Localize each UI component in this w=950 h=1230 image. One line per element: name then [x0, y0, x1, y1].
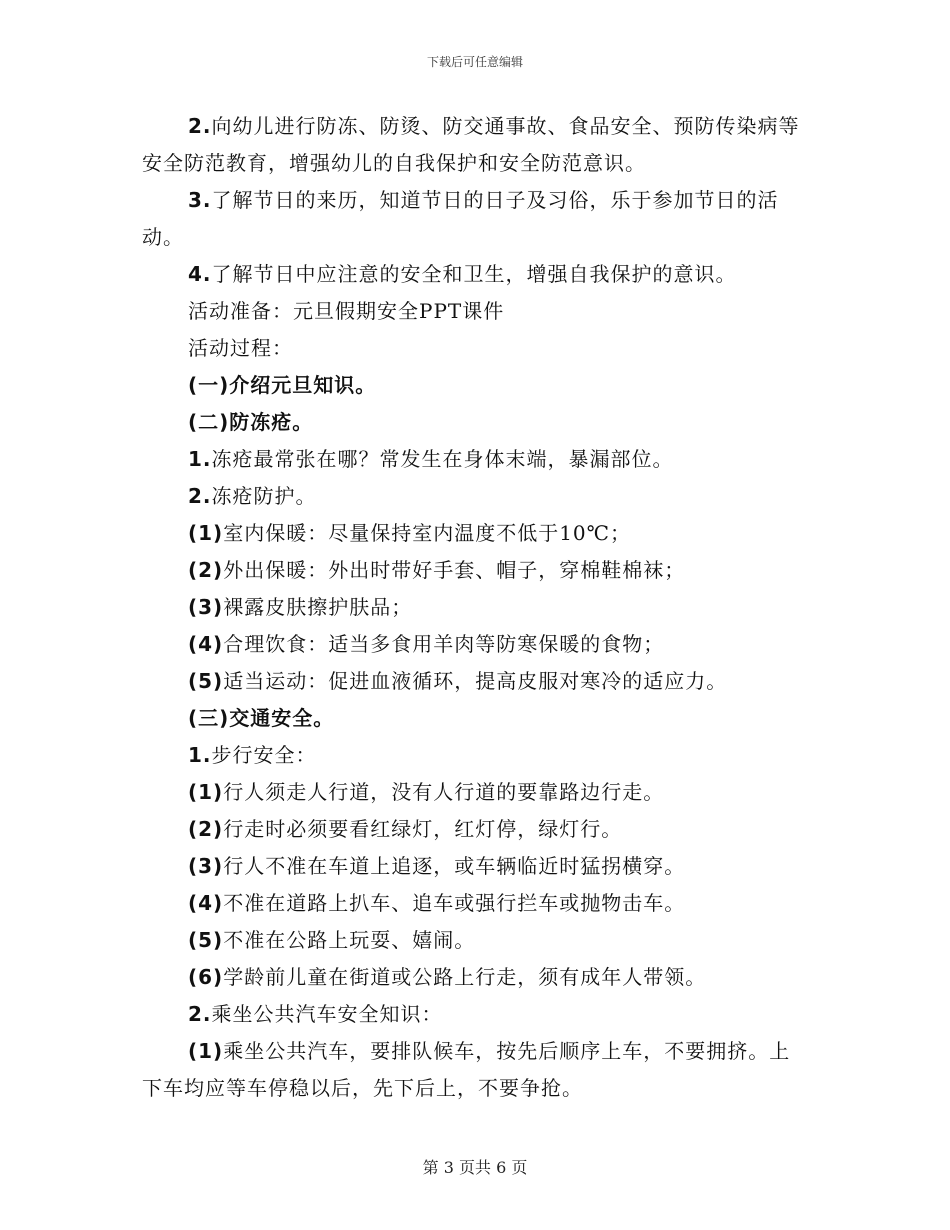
paragraph-text: 冻疮最常张在哪？常发生在身体末端，暴漏部位。 — [211, 447, 674, 471]
paragraph — [142, 663, 810, 700]
paragraph-text: 合理饮食：适当多食用羊肉等防寒保暖的食物； — [223, 632, 665, 656]
paragraph-text: 乘坐公共汽车安全知识： — [211, 1002, 443, 1026]
item-number: 2. — [188, 484, 212, 508]
item-number: (2) — [188, 817, 224, 841]
paragraph — [142, 441, 810, 478]
paragraph-text: 了解节日的来历，知道节日的日子及习俗，乐于参加节日的活动。 — [142, 188, 779, 249]
paragraph-text: 行人不准在车道上追逐，或车辆临近时猛拐横穿。 — [223, 854, 686, 878]
paragraph — [142, 182, 810, 256]
page-header: 下载后可任意编辑 — [426, 55, 523, 69]
paragraph — [142, 996, 810, 1033]
paragraph-text: 冻疮防护。 — [211, 484, 317, 508]
item-number: (4) — [188, 632, 224, 656]
item-number: 2. — [188, 1002, 212, 1026]
item-number: (2) — [188, 558, 224, 582]
paragraph-text: 不准在公路上玩耍、嬉闹。 — [223, 928, 476, 952]
section-heading — [142, 367, 810, 404]
heading-text: (三)交通安全。 — [188, 706, 335, 730]
paragraph-text: 活动准备：元旦假期安全PPT课件 — [188, 299, 505, 323]
paragraph — [142, 256, 810, 293]
section-heading — [142, 700, 810, 737]
paragraph-text: 不准在道路上扒车、追车或强行拦车或抛物击车。 — [223, 891, 686, 915]
paragraph — [142, 811, 810, 848]
item-number: (6) — [188, 965, 224, 989]
heading-text: (一)介绍元旦知识。 — [188, 373, 377, 397]
paragraph — [142, 848, 810, 885]
paragraph — [142, 589, 810, 626]
paragraph — [142, 293, 810, 330]
paragraph — [142, 959, 810, 996]
paragraph-text: 步行安全： — [211, 743, 317, 767]
paragraph-text: 行走时必须要看红绿灯，红灯停，绿灯行。 — [223, 817, 623, 841]
paragraph — [142, 330, 810, 367]
item-number: 1. — [188, 447, 212, 471]
section-heading — [142, 404, 810, 441]
paragraph-text: 裸露皮肤擦护肤品； — [223, 595, 413, 619]
paragraph-text: 了解节日中应注意的安全和卫生，增强自我保护的意识。 — [211, 262, 737, 286]
paragraph — [142, 552, 810, 589]
paragraph — [142, 737, 810, 774]
item-number: 4. — [188, 262, 212, 286]
item-number: (3) — [188, 854, 224, 878]
paragraph-text: 室内保暖：尽量保持室内温度不低于10℃； — [223, 521, 632, 545]
paragraph — [142, 922, 810, 959]
paragraph — [142, 1033, 810, 1107]
item-number: (1) — [188, 1039, 224, 1063]
paragraph — [142, 515, 810, 552]
item-number: (3) — [188, 595, 224, 619]
item-number: 3. — [188, 188, 212, 212]
item-number: (1) — [188, 780, 224, 804]
page-footer: 第 3 页共 6 页 — [422, 1158, 528, 1177]
paragraph-text: 适当运动：促进血液循环，提高皮服对寒冷的适应力。 — [223, 669, 728, 693]
heading-text: (二)防冻疮。 — [188, 410, 314, 434]
paragraph — [142, 885, 810, 922]
paragraph-text: 乘坐公共汽车，要排队候车，按先后顺序上车，不要拥挤。上下车均应等车停稳以后，先下后上，不要争抢。 — [142, 1039, 791, 1100]
item-number: (5) — [188, 928, 224, 952]
paragraph-text: 行人须走人行道，没有人行道的要靠路边行走。 — [223, 780, 665, 804]
paragraph-text: 学龄前儿童在街道或公路上行走，须有成年人带领。 — [223, 965, 707, 989]
item-number: 1. — [188, 743, 212, 767]
paragraph-text: 向幼儿进行防冻、防烫、防交通事故、食品安全、预防传染病等安全防范教育，增强幼儿的自我保护和安全防范意识。 — [142, 114, 800, 175]
document-body — [142, 108, 810, 1107]
paragraph-text: 外出保暖：外出时带好手套、帽子，穿棉鞋棉袜； — [223, 558, 686, 582]
item-number: (4) — [188, 891, 224, 915]
item-number: (5) — [188, 669, 224, 693]
item-number: (1) — [188, 521, 224, 545]
paragraph — [142, 478, 810, 515]
paragraph — [142, 108, 810, 182]
paragraph-text: 活动过程： — [188, 336, 293, 360]
paragraph — [142, 626, 810, 663]
item-number: 2. — [188, 114, 212, 138]
paragraph — [142, 774, 810, 811]
